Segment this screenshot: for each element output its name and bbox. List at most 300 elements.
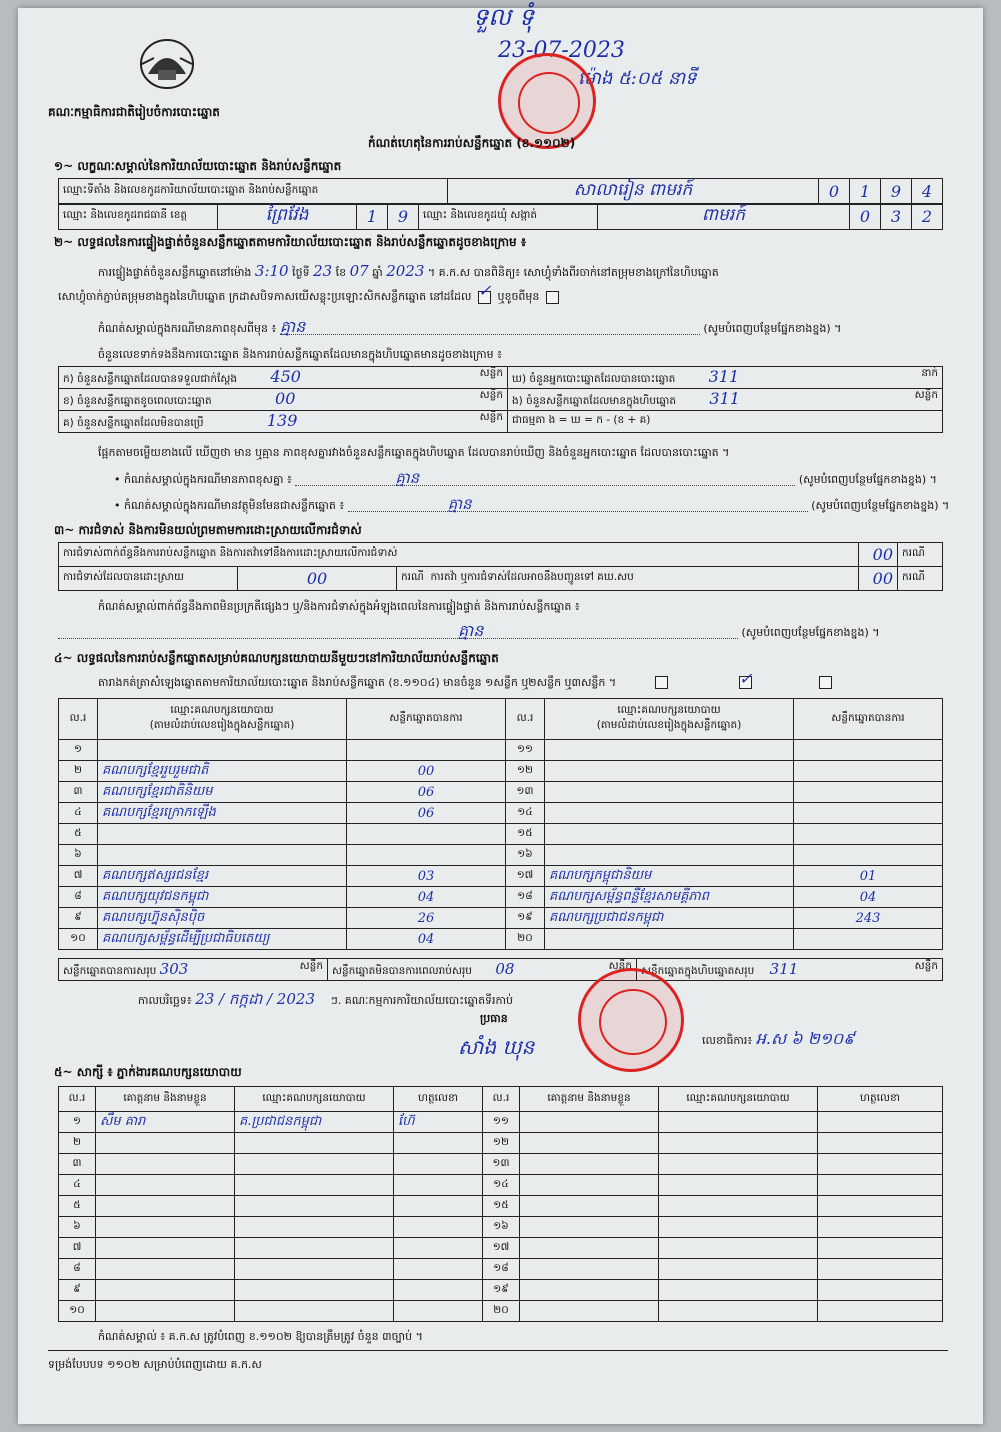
- handwritten-top: ទួល ទុំ: [473, 3, 534, 31]
- col-party-left: [98, 699, 347, 740]
- witness-party: [235, 1301, 394, 1322]
- broken-before-checkbox[interactable]: [546, 291, 559, 304]
- secretary-value: អ.ស ៦ ២១០៩: [755, 1029, 855, 1048]
- verify-year-label: ឆ្នាំ: [372, 266, 383, 279]
- commune-label: ឈ្មោះ និងលេខកូដឃុំ សង្កាត់: [419, 204, 598, 230]
- voters-value: 311: [708, 367, 740, 386]
- party-no: ៤: [59, 803, 98, 824]
- signing-date-label: កាលបរិច្ឆេទ៖: [138, 994, 192, 1007]
- witness-signature: [394, 1280, 483, 1301]
- party-votes: 00: [347, 761, 506, 782]
- witness-party: [659, 1175, 818, 1196]
- commune-value: ពាមរក៍: [598, 204, 850, 230]
- difference-note-suffix: (សូមបំពេញបន្ថែមផ្នែកខាងខ្នង) ។: [703, 322, 842, 335]
- w-col-party-right: ឈ្មោះគណបក្សនយោបាយ: [659, 1087, 818, 1112]
- in-box-value: 311: [709, 389, 740, 408]
- witness-party: [659, 1112, 818, 1133]
- witness-no: ១៣: [483, 1154, 520, 1175]
- table-row: [59, 1280, 943, 1301]
- table-row: [59, 887, 943, 908]
- party-name: គណបក្សខ្មែរជាតិនិយម: [98, 782, 347, 803]
- total-valid-cell: [59, 959, 328, 981]
- party-name: [98, 845, 347, 866]
- witness-no: ១៤: [483, 1175, 520, 1196]
- commune-code-1: 0: [850, 204, 881, 230]
- witness-party: [235, 1154, 394, 1175]
- col-votes-right: សន្លឹកឆ្នោតបានការ: [794, 699, 943, 740]
- party-name: គណបក្សហ្វ៊ុនស៊ិនប៉ិច: [98, 908, 347, 929]
- three-sheet-checkbox[interactable]: [819, 676, 832, 689]
- committee-line: ៗ. គណៈកម្មការការិយាល័យបោះឆ្នោតទីរកាប់: [330, 994, 513, 1007]
- spoiled-value: 00: [275, 389, 296, 408]
- witness-party: [659, 1154, 818, 1175]
- party-votes: [794, 740, 943, 761]
- witness-no: ១២: [483, 1133, 520, 1154]
- witness-party: [659, 1133, 818, 1154]
- witness-name: [96, 1217, 235, 1238]
- party-no: ១៦: [506, 845, 545, 866]
- bullet-difference-label: • កំណត់សម្គាល់ក្នុងករណីមានភាពខុសគ្នា ៖: [114, 473, 292, 486]
- unused-row: [59, 411, 508, 433]
- location-code-4: 4: [912, 179, 943, 205]
- section1-table: [58, 178, 943, 205]
- resolved-value: 00: [238, 567, 397, 591]
- footer-divider: [48, 1350, 948, 1351]
- table-row: [59, 803, 943, 824]
- party-name: គណបក្សសម្ព័ន្ធដើម្បីប្រជាធិបតេយ្យ: [98, 929, 347, 950]
- witness-no: ១៧: [483, 1238, 520, 1259]
- party-no: ១៤: [506, 803, 545, 824]
- signing-date-value: 23 / កក្កដា / 2023: [195, 990, 315, 1008]
- witness-no: ២០: [483, 1301, 520, 1322]
- witness-name: [520, 1112, 659, 1133]
- col-party-left-sub: (តាមលំដាប់លេខរៀងក្នុងសន្លឹកឆ្នោត): [149, 719, 295, 731]
- witness-party: [235, 1217, 394, 1238]
- verify-time: 3:10: [254, 262, 289, 280]
- table-row: [59, 1259, 943, 1280]
- tally-sheet-intro: [98, 676, 616, 690]
- party-name: គណបក្សឥស្សរជនខ្មែរ: [98, 866, 347, 887]
- witness-party: [235, 1196, 394, 1217]
- witness-name: [96, 1259, 235, 1280]
- received-row: [59, 367, 508, 389]
- party-no: ៩: [59, 908, 98, 929]
- total-invalid-unit: សន្លឹក: [608, 959, 632, 972]
- table-row: [59, 866, 943, 887]
- objections-table: [58, 542, 943, 591]
- w-col-party-left: ឈ្មោះគណបក្សនយោបាយ: [235, 1087, 394, 1112]
- party-votes: [347, 824, 506, 845]
- total-box-label: សន្លឹកឆ្នោតក្នុងហិបឆ្នោតសរុប: [641, 964, 755, 977]
- party-votes: 06: [347, 782, 506, 803]
- party-no: ១៨: [506, 887, 545, 908]
- party-name: គណបក្សកម្ពុជានិយម: [545, 866, 794, 887]
- party-votes: 04: [347, 929, 506, 950]
- unused-value: 139: [266, 411, 298, 430]
- resolved-label: ការជំទាស់ដែលបានដោះស្រាយ: [59, 567, 238, 591]
- party-no: ១៩: [506, 908, 545, 929]
- table-row: [59, 740, 943, 761]
- bullet-foreign-label: • កំណត់សម្គាល់ក្នុងករណីមានវត្ថុមិនមែនជាសន្លឹកឆ្នោត ៖: [114, 499, 345, 512]
- col-party-right-title: ឈ្មោះគណបក្សនយោបាយ: [617, 704, 721, 716]
- resolved-unit: ករណី: [401, 571, 424, 583]
- party-no: ១៣: [506, 782, 545, 803]
- witness-name: [520, 1196, 659, 1217]
- nec-logo: [136, 34, 198, 92]
- witness-name: [520, 1301, 659, 1322]
- location-value: សាលារៀន ពាមរក៍: [448, 179, 819, 205]
- witness-no: ១៨: [483, 1259, 520, 1280]
- witness-party: គ.ប្រជាជនកម្ពុជា: [235, 1112, 394, 1133]
- handwritten-date: 23-07-2023: [498, 38, 625, 63]
- party-votes: [347, 845, 506, 866]
- witness-no: ១១: [483, 1112, 520, 1133]
- w-col-name-left: គោត្តនាម និងនាមខ្លួន: [96, 1087, 235, 1112]
- col-no-left: ល.រ: [59, 699, 98, 740]
- witness-signature: [394, 1133, 483, 1154]
- table-row: [59, 1133, 943, 1154]
- witness-no: ៥: [59, 1196, 96, 1217]
- province-code-1: 1: [357, 204, 388, 230]
- party-votes: [794, 845, 943, 866]
- location-code-3: 9: [881, 179, 912, 205]
- total-valid-label: សន្លឹកឆ្នោតបានការសរុប: [63, 964, 157, 977]
- official-stamp-bottom: [578, 968, 684, 1072]
- witness-name: [520, 1238, 659, 1259]
- party-votes: 04: [347, 887, 506, 908]
- party-no: ២: [59, 761, 98, 782]
- party-name: [545, 803, 794, 824]
- witness-signature: [818, 1196, 943, 1217]
- table-row: [59, 929, 943, 950]
- verify-month: 07: [349, 262, 369, 280]
- bullet-foreign-suffix: (សូមបំពេញបន្ថែមផ្នែកខាងខ្នង) ។: [811, 499, 950, 512]
- party-name: គណបក្សសម្ព័ន្ធពន្លឺខ្មែរសាមគ្គីភាព: [545, 887, 794, 908]
- party-name: [545, 845, 794, 866]
- commune-code-2: 3: [881, 204, 912, 230]
- party-votes: [794, 782, 943, 803]
- total-box-cell: [637, 959, 943, 981]
- secretary-label: លេខាធិការ៖: [702, 1034, 753, 1047]
- witness-party: [235, 1280, 394, 1301]
- w-col-sign-right: ហត្ថលេខា: [818, 1087, 943, 1112]
- party-votes: [794, 761, 943, 782]
- table-row: [59, 1112, 943, 1133]
- witness-no: ៦: [59, 1217, 96, 1238]
- party-name: [98, 824, 347, 845]
- col-votes-left: សន្លឹកឆ្នោតបានការ: [347, 699, 506, 740]
- col-no-right: ល.រ: [506, 699, 545, 740]
- irregularity-line: [58, 621, 943, 640]
- verify-line2-text: សោហ្វុំចាក់ភ្ជាប់តម្រុមខាងក្នុងនៃហិបឆ្នោត ក្រដាសបិទភាសយើសន្លុះប្រឡោះសិកសន្លឹកឆ្នោត នៅដដែល: [58, 290, 472, 303]
- witness-party: [659, 1301, 818, 1322]
- party-votes: 04: [794, 887, 943, 908]
- handwritten-time: ម៉ោង ៥:០៥ នាទី: [578, 68, 697, 89]
- table-row: [59, 1175, 943, 1196]
- bullet-foreign-value: គ្មាន: [348, 497, 808, 512]
- witness-signature: [394, 1259, 483, 1280]
- table-row: [59, 824, 943, 845]
- witness-signature: [818, 1301, 943, 1322]
- voters-row: [508, 367, 943, 389]
- witness-name: [520, 1154, 659, 1175]
- witness-no: ៧: [59, 1238, 96, 1259]
- counts-intro: ចំនួនលេខទាក់ទងនឹងការបោះឆ្នោត និងការរាប់សន្លឹកឆ្នោតដែលមានក្នុងហិបឆ្នោតមានដូចខាងក្រោម ៖: [98, 348, 502, 361]
- table-row: [59, 761, 943, 782]
- witness-signature: [818, 1133, 943, 1154]
- witness-no: ១០: [59, 1301, 96, 1322]
- irregularity-suffix: (សូមបំពេញបន្ថែមផ្នែកខាងខ្នង) ។: [741, 626, 880, 639]
- verification-line-2: [58, 280, 562, 304]
- objection-related-value: 00: [859, 543, 898, 567]
- secretary: [702, 1029, 855, 1048]
- party-no: ៨: [59, 887, 98, 908]
- total-box-unit: សន្លឹក: [914, 959, 938, 972]
- witness-name: [96, 1175, 235, 1196]
- w-col-no-left: ល.រ: [59, 1087, 96, 1112]
- footnote: កំណត់សម្គាល់ ៖ គ.ក.ស ត្រូវបំពេញ ខ.១១០២ ឱ្យបានត្រឹមត្រូវ ចំនួន ៣ច្បាប់ ។: [98, 1330, 423, 1343]
- bullet-difference: [114, 471, 944, 487]
- witness-party: [235, 1133, 394, 1154]
- table-row: [59, 782, 943, 803]
- party-no: ១៥: [506, 824, 545, 845]
- verification-line-1: [98, 264, 719, 280]
- verify-year: 2023: [386, 262, 425, 280]
- party-name: គណបក្សខ្មែរក្រោកឡើង: [98, 803, 347, 824]
- verify-time-label: ការផ្ទៀងផ្ទាត់ចំនួនសន្លឹកឆ្នោតនៅម៉ោង: [98, 266, 252, 279]
- in-box-label: ង) ចំនួនសន្លឹកឆ្នោតដែលមានក្នុងហិបឆ្នោត: [512, 395, 677, 407]
- party-no: ២០: [506, 929, 545, 950]
- witness-party: [659, 1280, 818, 1301]
- witness-name: [520, 1175, 659, 1196]
- witness-no: ៩: [59, 1280, 96, 1301]
- witness-no: ១៥: [483, 1196, 520, 1217]
- province-value: ព្រៃវែង: [218, 204, 357, 230]
- party-name: [545, 782, 794, 803]
- table-row: [59, 1217, 943, 1238]
- witness-name: [96, 1280, 235, 1301]
- witness-signature: [394, 1154, 483, 1175]
- party-no: ១២: [506, 761, 545, 782]
- party-votes: [794, 824, 943, 845]
- party-no: ១០: [59, 929, 98, 950]
- total-invalid-value: 08: [495, 959, 515, 978]
- witness-signature: [394, 1196, 483, 1217]
- spoiled-unit: សន្លឹក: [479, 389, 503, 401]
- verify-line1-rest: ។ គ.ក.ស បានពិនិត្យ៖ សោហ្វុំទាំងពីរចាក់នៅតម្រុមខាងក្រៅនៃហិបឆ្នោត: [427, 266, 719, 279]
- col-party-left-title: ឈ្មោះគណបក្សនយោបាយ: [170, 704, 274, 716]
- location-label: ឈ្មោះទីតាំង និងលេខកូដការិយាល័យបោះឆ្នោត និងរាប់សន្លឹកឆ្នោត: [59, 179, 448, 205]
- party-no: ៥: [59, 824, 98, 845]
- total-invalid-label: សន្លឹកឆ្នោតមិនបានការពេលរាប់សរុប: [332, 964, 472, 977]
- bullet-difference-value: គ្មាន: [295, 471, 795, 486]
- location-code-2: 1: [850, 179, 881, 205]
- form-footer: ទម្រង់បែបបទ ១១០២ សម្រាប់បំពេញដោយ គ.ក.ស: [48, 1358, 262, 1371]
- difference-note-value: គ្មាន: [280, 320, 700, 335]
- witness-party: [659, 1259, 818, 1280]
- witness-signature: [818, 1238, 943, 1259]
- total-valid-value: 303: [159, 959, 189, 978]
- verify-day: 23: [313, 262, 333, 280]
- voters-unit: នាក់: [921, 367, 938, 379]
- party-no: ៣: [59, 782, 98, 803]
- section5-heading: ៥~ សាក្សី ៖ ភ្នាក់ងារគណបក្សនយោបាយ: [54, 1065, 242, 1079]
- party-name: [545, 824, 794, 845]
- forwarded-label: [397, 567, 859, 591]
- witness-name: [96, 1196, 235, 1217]
- party-name: [545, 929, 794, 950]
- chair-signature: សាំង ឃុន: [458, 1035, 535, 1059]
- witness-name: [520, 1259, 659, 1280]
- party-name: [98, 740, 347, 761]
- objection-related-label: ការជំទាស់ពាក់ព័ន្ធនឹងការរាប់សន្លឹកឆ្នោត និងការតវ៉ាទៅនឹងការដោះស្រាយលើការជំទាស់: [59, 543, 859, 567]
- w-col-sign-left: ហត្ថលេខា: [394, 1087, 483, 1112]
- table-row: [59, 1154, 943, 1175]
- w-col-no-right: ល.រ: [483, 1087, 520, 1112]
- witness-signature: [818, 1259, 943, 1280]
- forwarded-unit: ករណី: [898, 567, 943, 591]
- witness-party: [235, 1175, 394, 1196]
- received-unit: សន្លឹក: [479, 367, 503, 379]
- witness-signature: [818, 1112, 943, 1133]
- table-row: [59, 1196, 943, 1217]
- in-box-unit: សន្លឹក: [914, 389, 938, 401]
- witness-table: [58, 1086, 943, 1322]
- verify-day-label: ថ្ងៃទី: [292, 266, 310, 279]
- province-code-2: 9: [388, 204, 419, 230]
- party-votes: [347, 740, 506, 761]
- table-row: [59, 1301, 943, 1322]
- party-no: ១១: [506, 740, 545, 761]
- witness-signature: [394, 1175, 483, 1196]
- forwarded-value: 00: [859, 567, 898, 591]
- witness-name: សឹម គារា: [96, 1112, 235, 1133]
- w-col-name-right: គោត្តនាម និងនាមខ្លួន: [520, 1087, 659, 1112]
- col-party-right: [545, 699, 794, 740]
- witness-no: ៣: [59, 1154, 96, 1175]
- party-name: [545, 761, 794, 782]
- received-value: 450: [270, 367, 301, 386]
- witness-party: [235, 1238, 394, 1259]
- spoiled-row: [59, 389, 508, 411]
- party-name: គណបក្សយុវជនកម្ពុជា: [98, 887, 347, 908]
- party-votes: [794, 803, 943, 824]
- party-no: ១: [59, 740, 98, 761]
- witness-name: [96, 1154, 235, 1175]
- party-results-table: [58, 698, 943, 950]
- bullet-foreign-object: [114, 495, 950, 513]
- table-row: [59, 845, 943, 866]
- party-votes: 06: [347, 803, 506, 824]
- col-party-right-sub: (តាមលំដាប់លេខរៀងក្នុងសន្លឹកឆ្នោត): [596, 719, 742, 731]
- witness-party: [659, 1238, 818, 1259]
- witness-name: [96, 1301, 235, 1322]
- tally-sheet-intro-text: តារាងកត់ត្រាសំឡេងឆ្នោតតាមការិយាល័យបោះឆ្នោត និងរាប់សន្លឹកឆ្នោត (ខ.១១០៤) មានចំនួន ១សន្លឹក ឬ២សន្លឹក ឬ៣សន្លឹក ។: [98, 676, 617, 689]
- witness-no: ៨: [59, 1259, 96, 1280]
- party-no: ៧: [59, 866, 98, 887]
- party-votes: 26: [347, 908, 506, 929]
- one-sheet-checkbox[interactable]: [655, 676, 668, 689]
- witness-name: [520, 1280, 659, 1301]
- location-code-1: 0: [819, 179, 850, 205]
- section2-heading: ២~ លទ្ធផលនៃការផ្ទៀងផ្ទាត់ចំនួនសន្លឹកឆ្នោតតាមការិយាល័យបោះឆ្នោត និងរាប់សន្លឹកឆ្នោតដូចខាងក្រោម ៖: [54, 235, 527, 249]
- party-votes: 01: [794, 866, 943, 887]
- witness-no: ៤: [59, 1175, 96, 1196]
- difference-note: [98, 317, 938, 336]
- table-row: [59, 1238, 943, 1259]
- section3-heading: ៣~ ការជំទាស់ និងការមិនយល់ព្រមតាមការដោះស្រាយលើការជំទាស់: [54, 523, 362, 537]
- table-row: [59, 908, 943, 929]
- party-name: [545, 740, 794, 761]
- unused-label: គ) ចំនួនសន្លឹកឆ្នោតដែលមិនបានប្រើ: [63, 417, 204, 429]
- section1-heading: ១~ លក្ខណៈសម្គាល់នៃការិយាល័យបោះឆ្នោត និងរាប់សន្លឹកឆ្នោត: [54, 159, 342, 173]
- unchanged-checkbox[interactable]: ✓: [478, 291, 491, 304]
- irregularity-value: គ្មាន: [58, 624, 738, 639]
- verify-month-label: ខែ: [335, 266, 347, 279]
- party-name: គណបក្សប្រជាជនកម្ពុជា: [545, 908, 794, 929]
- party-no: ៦: [59, 845, 98, 866]
- witness-party: [659, 1196, 818, 1217]
- party-votes: 243: [794, 908, 943, 929]
- formula-row: [508, 411, 943, 433]
- two-sheet-checkbox[interactable]: ✓: [739, 669, 753, 688]
- witness-name: [96, 1133, 235, 1154]
- discrepancy-check-line: ផ្អែកតាមចម្លើយខាងលើ ឃើញថា មាន ឬគ្មាន ភាពខុសគ្នារវាងចំនួនសន្លឹកឆ្នោតក្នុងហិបឆ្នោត ដែលបានរាប់ឃើញ និងចំនួនអ្នកបោះឆ្នោត ដែលបានបោះឆ្នោត ។: [98, 446, 730, 459]
- witness-signature: [818, 1280, 943, 1301]
- irregularity-note: កំណត់សម្គាល់ពាក់ព័ន្ធនឹងភាពមិនប្រក្រតីផ្សេងៗ ឬ/និងការជំទាស់ក្នុងអំឡុងពេលនៃការផ្ទៀងផ្ទាត់ និងការរាប់សន្លឹកឆ្នោត ៖: [98, 600, 580, 613]
- witness-signature: [818, 1217, 943, 1238]
- witness-signature: [394, 1217, 483, 1238]
- received-label: ក) ចំនួនសន្លឹកឆ្នោតដែលបានទទួលជាក់ស្តែង: [63, 373, 238, 385]
- party-votes: [794, 929, 943, 950]
- witness-no: ១៩: [483, 1280, 520, 1301]
- total-box-value: 311: [769, 959, 799, 978]
- bullet-difference-suffix: (សូមបំពេញបន្ថែមផ្នែកខាងខ្នង) ។: [798, 473, 937, 486]
- witness-name: [96, 1238, 235, 1259]
- chair-label: ប្រធាន: [480, 1012, 508, 1025]
- ballot-counts-table: [58, 366, 943, 433]
- document-page: [18, 3, 983, 1424]
- witness-name: [520, 1217, 659, 1238]
- form-title: កំណត់ហេតុនៃការរាប់សន្លឹកឆ្នោត (ខ.១១០២): [368, 136, 576, 150]
- objection-related-unit: ករណី: [898, 543, 943, 567]
- province-label: ឈ្មោះ និងលេខកូដរាជធានី ខេត្ត: [59, 204, 218, 230]
- broken-before-label: ឬខូចពីមុន: [497, 290, 540, 303]
- section1-table-row2: [58, 203, 943, 230]
- unused-unit: សន្លឹក: [479, 411, 503, 423]
- formula-text: ជាធម្មតា ង = ឃ = ក - (ខ + គ): [512, 414, 651, 426]
- party-name: គណបក្សខ្មែររួបរួមជាតិ: [98, 761, 347, 782]
- signing-date: [138, 992, 513, 1008]
- section4-heading: ៤~ លទ្ធផលនៃការរាប់សន្លឹកឆ្នោតសម្រាប់គណបក្សនយោបាយនីមួយៗនៅការិយាល័យរាប់សន្លឹកឆ្នោត: [54, 651, 499, 665]
- witness-party: [235, 1259, 394, 1280]
- witness-signature: [394, 1238, 483, 1259]
- commune-code-3: 2: [912, 204, 943, 230]
- voters-label: ឃ) ចំនួនអ្នកបោះឆ្នោតដែលបានបោះឆ្នោត: [512, 373, 676, 385]
- totals-table: [58, 958, 943, 981]
- forwarded-text: ការតវ៉ា ឬការជំទាស់ដែលអាចនឹងបញ្ជូនទៅ គឃ.សប: [430, 571, 634, 583]
- committee-name: គណៈកម្មាធិការជាតិរៀបចំការបោះឆ្នោត: [48, 105, 220, 119]
- difference-note-label: កំណត់សម្គាល់ក្នុងករណីមានភាពខុសពីមុន ៖: [98, 322, 277, 335]
- witness-signature: [394, 1301, 483, 1322]
- witness-signature: [818, 1154, 943, 1175]
- party-no: ១៧: [506, 866, 545, 887]
- witness-no: ១៦: [483, 1217, 520, 1238]
- witness-signature: ហ៊ែ: [394, 1112, 483, 1133]
- witness-no: ២: [59, 1133, 96, 1154]
- witness-name: [520, 1133, 659, 1154]
- witness-party: [659, 1217, 818, 1238]
